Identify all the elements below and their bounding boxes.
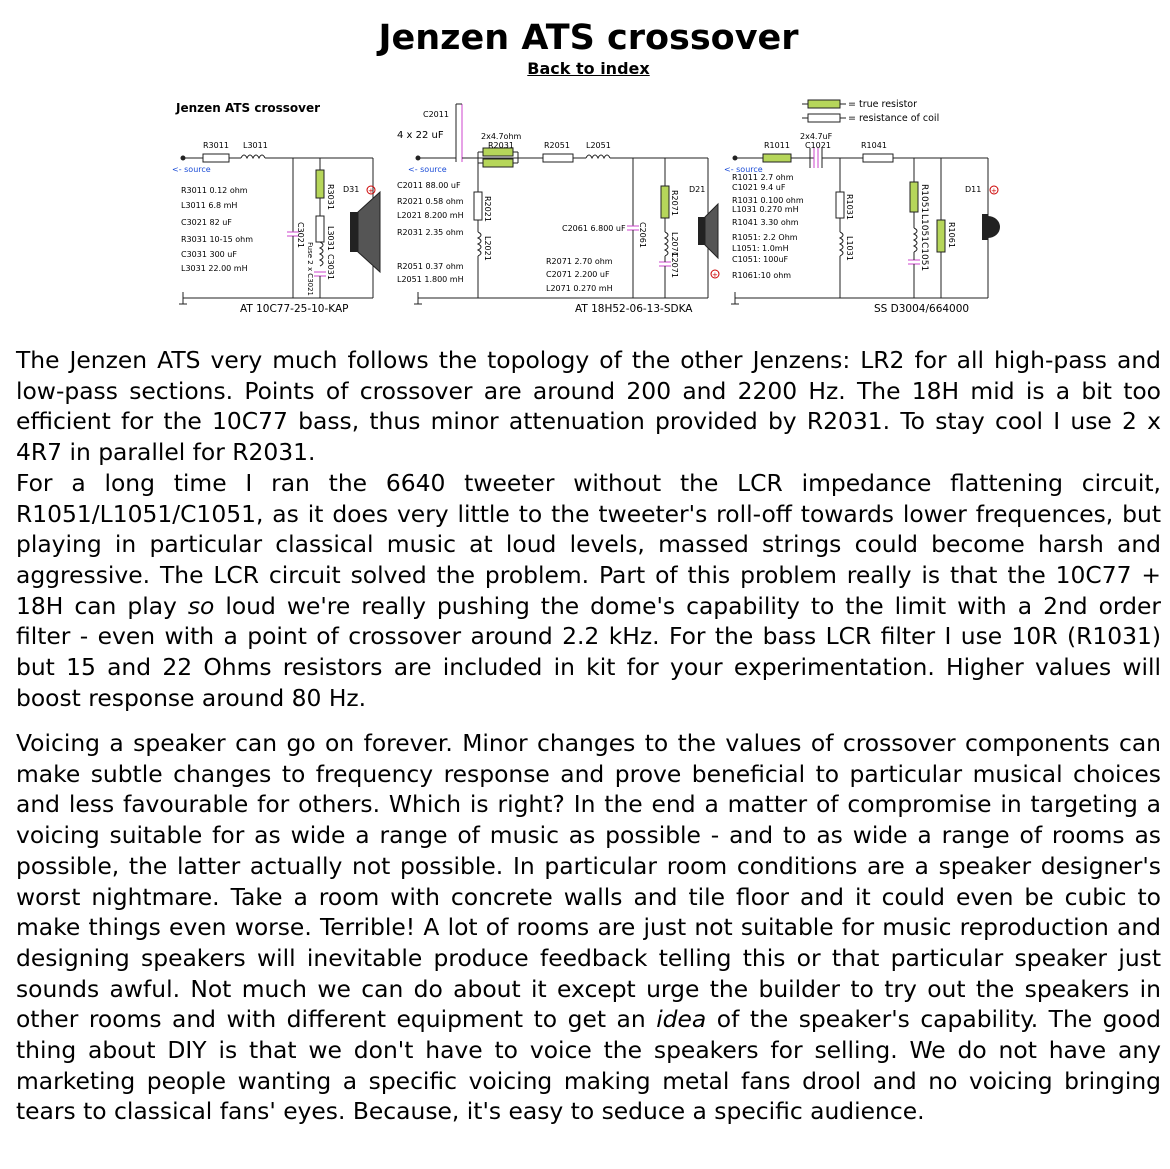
bass-driver-label: AT 10C77-25-10-KAP [240,303,349,315]
svg-text:R1041 3.30 ohm: R1041 3.30 ohm [732,218,799,227]
tweeter-driver-label: SS D3004/664000 [874,303,970,315]
svg-text:R2031 2.35 ohm: R2031 2.35 ohm [397,228,464,237]
svg-text:R3031 10-15 ohm: R3031 10-15 ohm [181,235,254,244]
legend [802,99,939,124]
paragraph-voicing: Voicing a speaker can go on forever. Minor changes to the values of crossover components can make subtle changes to frequency response and prove beneficial to particular musical choices and less favourable for others. Which is right? In the end a matter of compromise in targeting a voicing suitable for as wide a range of music as possible - and to as wide a range of rooms as possible, the latter actually not possible. In particular room conditions are a speaker designer's worst nightmare. Take a room with concrete walls and tile floor and it could even be cubic to make things even worse. Terrible! A lot of rooms are just not suitable for music reproduction and designing speakers will inevitable produce feedback telling this or that particular speaker just sounds awful. Not much we can do about it except urge the builder to try out the speakers in other rooms and with different equipment to get an idea of the speaker's capability. The good thing about DIY is that we don't have to voice the speakers for selling. We do not have any marketing people wanting a specific voicing making metal fans drool and no voicing bringing tears to classical fans' eyes. Because, it's easy to seduce a specific audience. [16,729,1161,1126]
bass-labels [172,141,359,315]
svg-text:D11: D11 [965,185,982,194]
svg-text:R2051 0.37 ohm: R2051 0.37 ohm [397,262,464,271]
svg-text:C2011 88.00 uF: C2011 88.00 uF [397,181,461,190]
svg-text:C1051: C1051 [919,242,929,272]
svg-text:R2031: R2031 [488,141,514,150]
svg-text:+: + [712,271,718,279]
mid-labels [397,110,705,315]
back-link-wrapper [0,59,1170,78]
svg-text:R1031 0.100 ohm: R1031 0.100 ohm [732,196,804,205]
svg-text:C2071 2.200 uF: C2071 2.200 uF [546,270,610,279]
svg-text:R2021: R2021 [483,196,492,222]
svg-text:2x4.7ohm: 2x4.7ohm [481,132,522,141]
svg-text:R2021 0.58 ohm: R2021 0.58 ohm [397,197,464,206]
svg-text:<- source: <- source [172,165,211,174]
svg-text:C3031 300 uF: C3031 300 uF [181,250,237,259]
svg-text:D21: D21 [689,185,706,194]
bass-driver-icon [350,186,380,272]
svg-text:L2021 8.200 mH: L2021 8.200 mH [397,211,464,220]
svg-text:C1021 9.4 uF: C1021 9.4 uF [732,183,786,192]
svg-text:R1051: R1051 [919,184,929,214]
svg-text:L3011 6.8 mH: L3011 6.8 mH [181,201,238,210]
svg-text:R3031: R3031 [326,184,335,210]
svg-text:R2071: R2071 [670,190,679,216]
svg-text:D31: D31 [343,185,360,194]
svg-text:L1031 0.270 mH: L1031 0.270 mH [732,205,799,214]
svg-text:2x4.7uF: 2x4.7uF [800,132,833,141]
svg-text:C1051: 100uF: C1051: 100uF [732,255,789,264]
svg-text:4 x 22 uF: 4 x 22 uF [397,130,444,141]
svg-text:C3021: C3021 [296,222,305,248]
svg-text:R2071 2.70 ohm: R2071 2.70 ohm [546,257,613,266]
svg-text:L1051: 1.0mH: L1051: 1.0mH [732,244,789,253]
svg-text:L3031: L3031 [326,226,335,251]
svg-text:C1021: C1021 [805,141,831,150]
svg-text:R1061: R1061 [947,222,956,248]
svg-text:L3031 22.00 mH: L3031 22.00 mH [181,264,248,273]
svg-text:L1031: L1031 [845,236,854,261]
paragraph-topology: The Jenzen ATS very much follows the topology of the other Jenzens: LR2 for all high-pass and low-pass sections. Points of crossover are around 200 and 2200 Hz. The 18H mid is a bit too efficient for the 10C77 bass, thus minor attenuation provided by R2031. To stay cool I use 2 x 4R7 in parallel for R2031. For a long time I ran the 6640 tweeter without the LCR impedance flattening circuit, R1051/L1051/C1051, as it does very little to the tweeter's roll-off towards lower frequences, but playing in particular classical music at loud levels, massed strings could become harsh and aggressive. The LCR circuit solved the problem. Part of this problem really is that the 10C77 + 18H can play so loud we're really pushing the dome's capability to the limit with a 2nd order filter - even with a point of crossover around 2.2 kHz. For the bass LCR filter I use 10R (R1031) but 15 and 22 Ohms resistors are included in kit for your experimentation. Higher values will boost response around 80 Hz. [16,346,1161,712]
svg-text:L3011: L3011 [243,141,268,150]
bass-section [179,154,373,304]
svg-text:Fuse 2 x C3021: Fuse 2 x C3021 [306,242,314,297]
svg-text:+: + [368,187,374,195]
svg-text:<- source: <- source [408,165,447,174]
svg-text:R3011 0.12 ohm: R3011 0.12 ohm [181,186,248,195]
svg-text:R3011: R3011 [203,141,229,150]
svg-text:C2011: C2011 [423,110,449,119]
legend-true-resistor: = true resistor [848,99,918,110]
svg-text:C3021 82 uF: C3021 82 uF [181,218,232,227]
svg-text:+: + [991,187,997,195]
svg-text:R1041: R1041 [861,141,887,150]
svg-text:C2061 6.800 uF: C2061 6.800 uF [562,224,626,233]
tweeter-driver-icon [982,186,1000,240]
svg-text:L2021: L2021 [483,236,492,261]
schematic-caption: Jenzen ATS crossover [176,101,321,115]
crossover-schematic [168,92,1008,324]
svg-text:C3031: C3031 [326,254,335,280]
svg-text:R1061:10 ohm: R1061:10 ohm [732,271,792,280]
svg-text:R1031: R1031 [845,194,854,220]
svg-text:R1011 2.7 ohm: R1011 2.7 ohm [732,173,794,182]
svg-text:L2071: L2071 [670,232,679,257]
back-to-index-link[interactable]: Back to index [527,59,650,78]
svg-text:L2051 1.800 mH: L2051 1.800 mH [397,275,464,284]
svg-text:L2071 0.270 mH: L2071 0.270 mH [546,284,613,293]
mid-driver-label: AT 18H52-06-13-SDKA [575,303,693,315]
svg-text:R1051: 2.2 Ohm: R1051: 2.2 Ohm [732,233,798,242]
svg-text:C2061: C2061 [638,222,647,248]
legend-coil-resistance: = resistance of coil [848,113,940,124]
svg-text:L2051: L2051 [586,141,611,150]
svg-text:L1051: L1051 [919,214,929,242]
svg-text:R2051: R2051 [544,141,570,150]
svg-text:R1011: R1011 [764,141,790,150]
page-title: Jenzen ATS crossover [378,18,799,58]
svg-text:<- source: <- source [724,165,763,174]
svg-text:C2071: C2071 [670,252,679,278]
